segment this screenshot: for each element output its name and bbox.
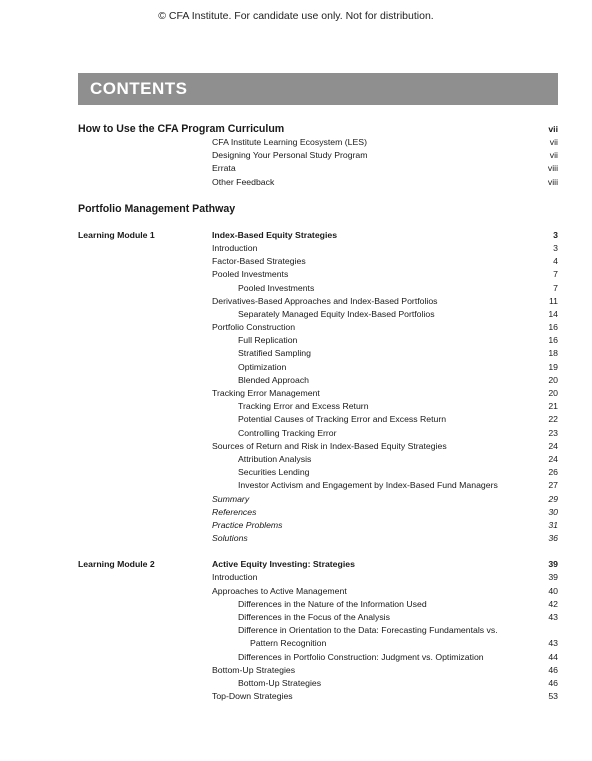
toc-entry-page: 27 <box>548 480 558 491</box>
toc-entry-label: Bottom-Up Strategies <box>212 664 296 675</box>
pathway-title <box>78 202 558 216</box>
toc-entry-label: Difference in Orientation to the Data: Forecasting Fundamentals vs. <box>238 625 498 636</box>
toc-entry-label: CFA Institute Learning Ecosystem (LES) <box>212 137 367 147</box>
toc-entry-label: Top-Down Strategies <box>212 691 293 702</box>
toc-entry-label: Pattern Recognition <box>250 638 327 649</box>
toc-entry-page: 19 <box>548 361 558 372</box>
toc-entry[interactable] <box>78 334 558 347</box>
toc-entry-page: 24 <box>548 453 558 464</box>
toc-entry-page: 39 <box>548 572 558 583</box>
toc-entry-label: Blended Approach <box>238 374 310 385</box>
toc-entry[interactable] <box>78 664 558 677</box>
toc-entry-page: 23 <box>548 427 558 438</box>
toc-entry-page: 42 <box>548 598 558 609</box>
module-header-row[interactable] <box>78 229 558 242</box>
toc-entry-label: Pooled Investments <box>212 269 289 280</box>
toc-entry[interactable] <box>78 571 558 584</box>
toc-entry[interactable] <box>78 677 558 690</box>
toc-entry[interactable] <box>78 282 558 295</box>
toc-entry[interactable] <box>78 308 558 321</box>
toc-entry[interactable] <box>78 440 558 453</box>
toc-entry-page: 46 <box>548 664 558 675</box>
toc-entry-label: Investor Activism and Engagement by Index-Based Fund Managers <box>238 480 498 491</box>
toc-entry-label: Tracking Error Management <box>212 388 320 398</box>
toc-entry-page: 46 <box>548 677 558 688</box>
toc-entry[interactable] <box>78 136 558 149</box>
toc-entry-label: Factor-Based Strategies <box>212 256 306 267</box>
toc-entry-page: 36 <box>548 533 558 544</box>
toc-entry[interactable] <box>78 598 558 611</box>
toc-entry-label: Solutions <box>212 533 248 544</box>
toc-entry-page: viii <box>547 176 558 187</box>
toc-entry-page: 18 <box>548 348 558 359</box>
toc-entry[interactable] <box>78 268 558 281</box>
toc-entry-page: 31 <box>548 519 558 530</box>
toc-entry[interactable] <box>78 493 558 506</box>
toc-entry-page: 20 <box>548 388 558 398</box>
toc-entry-page: 7 <box>553 269 558 280</box>
toc-entry-label: References <box>212 506 257 517</box>
toc-entry[interactable] <box>78 651 558 664</box>
toc-entry-label: Designing Your Personal Study Program <box>212 150 368 161</box>
toc-entry-page: 16 <box>548 335 558 346</box>
contents-banner: CONTENTS <box>78 73 558 105</box>
module-header-row[interactable] <box>78 558 558 571</box>
toc-entry-label: Summary <box>212 493 250 504</box>
toc-entry[interactable] <box>78 162 558 175</box>
module-number: Learning Module 2 <box>78 559 155 570</box>
toc-entry-label: Differences in the Focus of the Analysis <box>238 612 390 622</box>
toc-entry[interactable] <box>78 624 558 637</box>
toc-entry[interactable] <box>78 361 558 374</box>
toc-entry[interactable] <box>78 466 558 479</box>
toc-entry-page: 53 <box>548 691 558 702</box>
toc-entry-page: 4 <box>553 256 558 267</box>
toc-entry-label: Attribution Analysis <box>238 453 312 464</box>
toc-entry-page: vii <box>549 137 558 147</box>
toc-entry-label: Pooled Investments <box>238 282 315 293</box>
toc-entry-page: 26 <box>548 467 558 478</box>
toc-entry-label: Portfolio Construction <box>212 322 296 333</box>
toc-entry-label: Separately Managed Equity Index-Based Portfolios <box>238 308 435 319</box>
module-title: Index-Based Equity Strategies <box>212 229 338 240</box>
toc-entry[interactable] <box>78 374 558 387</box>
toc-entry[interactable] <box>78 295 558 308</box>
toc-entry[interactable] <box>78 347 558 360</box>
toc-entry-label: Other Feedback <box>212 176 275 187</box>
toc-entry[interactable] <box>78 321 558 334</box>
module-page: 3 <box>553 229 558 240</box>
toc-entry[interactable] <box>78 519 558 532</box>
intro-section-title <box>78 122 558 136</box>
toc-entry-page: 40 <box>548 585 558 596</box>
toc-entry[interactable] <box>78 611 558 624</box>
toc-entry-label: Potential Causes of Tracking Error and Excess Return <box>238 414 447 425</box>
toc-entry-page: 11 <box>548 295 558 306</box>
toc-entry[interactable] <box>78 149 558 162</box>
toc-entry-page: 21 <box>548 401 558 412</box>
module-number: Learning Module 1 <box>78 229 155 240</box>
toc-entry-page: 30 <box>548 506 558 517</box>
toc-entry-page: 43 <box>548 612 558 622</box>
toc-entry-page: 16 <box>548 322 558 333</box>
toc-entry-page: 24 <box>548 440 558 451</box>
toc-entry[interactable] <box>78 506 558 519</box>
toc-entry-page: 3 <box>553 242 558 253</box>
toc-entry-label: Differences in Portfolio Construction: Judgment vs. Optimization <box>238 651 484 662</box>
pathway-label: Portfolio Management Pathway <box>78 202 236 215</box>
toc-entry[interactable] <box>78 690 558 703</box>
toc-entry-label: Stratified Sampling <box>238 348 311 359</box>
toc-entry-label: Approaches to Active Management <box>212 585 347 596</box>
toc-entry-page: 14 <box>548 308 558 319</box>
toc-entry-label: Tracking Error and Excess Return <box>238 401 369 412</box>
toc-entry-label: Full Replication <box>238 335 298 346</box>
intro-title: How to Use the CFA Program Curriculum <box>78 123 285 135</box>
copyright-notice: © CFA Institute. For candidate use only. Not for distribution. <box>158 10 434 22</box>
toc-entry-label: Controlling Tracking Error <box>238 427 337 438</box>
toc-entry-label: Bottom-Up Strategies <box>238 677 322 688</box>
toc-entry-label: Differences in the Nature of the Information Used <box>238 598 427 609</box>
toc-entry[interactable] <box>78 255 558 268</box>
toc-entry[interactable] <box>78 176 558 189</box>
toc-entry[interactable] <box>78 532 558 545</box>
toc-entry[interactable] <box>78 479 558 492</box>
toc-entry-page: 20 <box>548 374 558 385</box>
module-page: 39 <box>548 559 558 570</box>
toc-entry-page: 29 <box>548 493 558 504</box>
toc-entry-page: 22 <box>548 414 558 425</box>
toc-entry[interactable] <box>78 637 558 650</box>
toc-entry-label: Optimization <box>238 361 287 372</box>
toc-entry[interactable] <box>78 400 558 413</box>
toc-entry-page: vii <box>549 150 558 161</box>
toc-entry-label: Errata <box>212 163 236 174</box>
toc-entry-page: 44 <box>548 651 558 662</box>
toc-entry-label: Introduction <box>212 572 258 583</box>
toc-entry[interactable] <box>78 387 558 400</box>
toc-entry[interactable] <box>78 453 558 466</box>
module-title: Active Equity Investing: Strategies <box>212 559 355 570</box>
toc-entry-label: Securities Lending <box>238 467 310 478</box>
table-of-contents <box>78 122 558 703</box>
intro-page: vii <box>548 124 558 134</box>
toc-entry-label: Sources of Return and Risk in Index-Based Equity Strategies <box>212 440 447 451</box>
toc-entry[interactable] <box>78 427 558 440</box>
toc-entry[interactable] <box>78 413 558 426</box>
toc-entry-label: Derivatives-Based Approaches and Index-Based Portfolios <box>212 295 438 306</box>
toc-entry-page: 7 <box>553 282 558 293</box>
toc-entry-page: 43 <box>548 638 558 649</box>
toc-entry[interactable] <box>78 585 558 598</box>
toc-entry[interactable] <box>78 242 558 255</box>
toc-entry-label: Practice Problems <box>212 519 283 530</box>
toc-entry-label: Introduction <box>212 242 258 253</box>
toc-entry-page: viii <box>547 163 558 174</box>
